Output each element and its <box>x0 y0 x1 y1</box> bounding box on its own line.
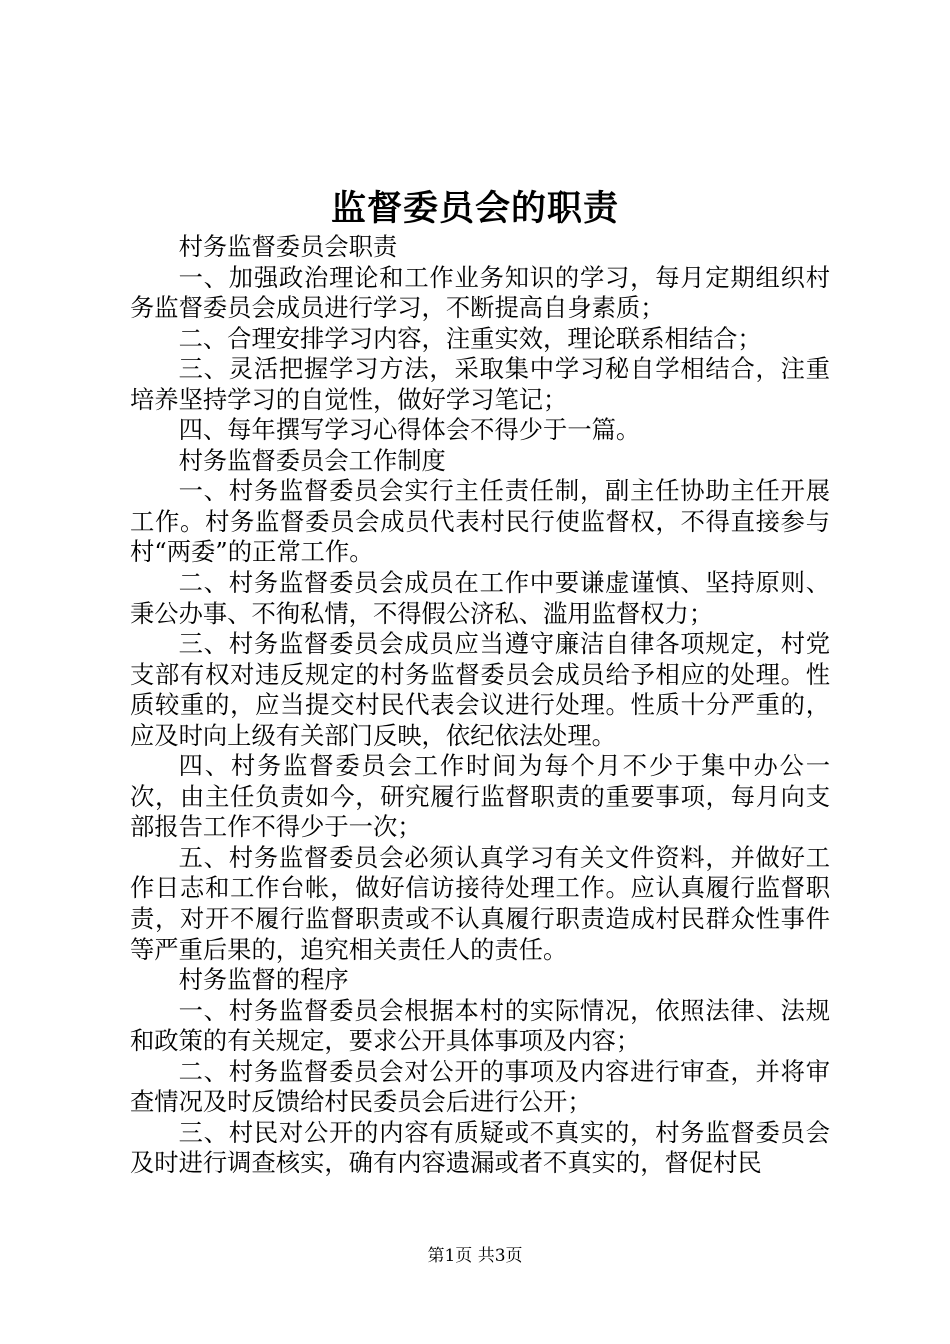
paragraph: 三、村民对公开的内容有质疑或不真实的，村务监督委员会及时进行调查核实，确有内容遗漏或者不真实的，督促村民 <box>130 1117 830 1178</box>
paragraph-heading-duties: 村务监督委员会职责 <box>178 232 398 261</box>
paragraph: 一、村务监督委员会根据本村的实际情况，依照法律、法规和政策的有关规定，要求公开具体事项及内容； <box>130 995 830 1056</box>
page-footer: 第1页 共3页 <box>427 1246 523 1266</box>
paragraph: 二、合理安排学习内容，注重实效，理论联系相结合； <box>178 323 762 353</box>
paragraph: 三、灵活把握学习方法，采取集中学习秘自学相结合，注重培养坚持学习的自觉性，做好学习笔记； <box>130 354 830 414</box>
paragraph: 二、村务监督委员会成员在工作中要谦虚谨慎、坚持原则、秉公办事、不徇私情，不得假公济私、滥用监督权力； <box>130 568 830 628</box>
paragraph: 三、村务监督委员会成员应当遵守廉洁自律各项规定，村党支部有权对违反规定的村务监督委员会成员给予相应的处理。性质较重的，应当提交村民代表会议进行处理。性质十分严重的，应及时向上级有关部门反映，依纪依法处理。 <box>130 629 830 750</box>
paragraph-heading-procedure: 村务监督的程序 <box>178 965 349 995</box>
paragraph: 四、每年撰写学习心得体会不得少于一篇。 <box>178 415 641 445</box>
document-body <box>130 232 830 1179</box>
paragraph: 五、村务监督委员会必须认真学习有关文件资料，并做好工作日志和工作台帐，做好信访接待处理工作。应认真履行监督职责，对开不履行监督职责或不认真履行职责造成村民群众性事件等严重后果的，追究相关责任人的责任。 <box>130 842 830 964</box>
paragraph-heading-system: 村务监督委员会工作制度 <box>178 445 446 475</box>
paragraph: 一、村务监督委员会实行主任责任制，副主任协助主任开展工作。村务监督委员会成员代表村民行使监督权，不得直接参与村“两委”的正常工作。 <box>130 476 830 567</box>
paragraph: 四、村务监督委员会工作时间为每个月不少于集中办公一次，由主任负责如今，研究履行监督职责的重要事项，每月向支部报告工作不得少于一次； <box>130 751 830 842</box>
page-title: 监督委员会的职责 <box>330 188 619 229</box>
paragraph: 一、加强政治理论和工作业务知识的学习，每月定期组织村务监督委员会成员进行学习，不断提高自身素质； <box>130 262 830 323</box>
paragraph: 二、村务监督委员会对公开的事项及内容进行审查，并将审查情况及时反馈给村民委员会后进行公开； <box>130 1056 830 1117</box>
